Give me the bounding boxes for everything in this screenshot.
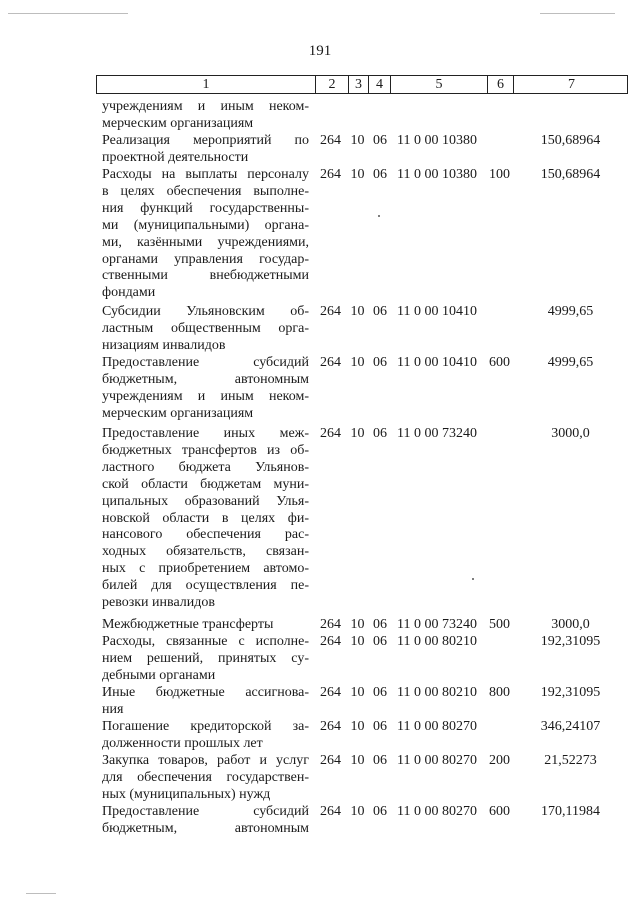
row-name [102, 304, 309, 355]
cell-c4: 06 [373, 426, 387, 441]
row-name-line: ципальных образований Улья- [102, 493, 309, 509]
cell-c3: 10 [350, 719, 365, 734]
header-col-5: 5 [390, 76, 487, 93]
cell-c5: 11 0 00 10380 [397, 167, 477, 182]
cell-c2: 264 [320, 753, 341, 768]
row-name [102, 617, 309, 634]
row-name-line: Межбюджетные трансферты [102, 617, 274, 632]
cell-c3: 10 [350, 167, 365, 182]
row-name-line: долженности прошлых лет [102, 735, 263, 751]
row-name-line: мерческим организациям [102, 405, 254, 421]
row-name-line: в целях обеспечения выполне- [102, 183, 309, 199]
cell-c7: 21,52273 [544, 753, 597, 768]
cell-c5: 11 0 00 73240 [397, 617, 477, 632]
cell-c3: 10 [350, 133, 365, 148]
table-header [96, 75, 628, 94]
cell-c2: 264 [320, 426, 341, 441]
cell-c2: 264 [320, 133, 341, 148]
cell-c5: 11 0 00 10380 [397, 133, 477, 148]
row-name-line: ластным общественным орга- [102, 320, 309, 336]
cell-c7: 3000,0 [551, 617, 590, 632]
cell-c3: 10 [350, 355, 365, 370]
cell-c3: 10 [350, 634, 365, 649]
cell-c6: 600 [489, 355, 510, 370]
row-name-line: Предоставление иных меж- [102, 426, 309, 441]
row-name-line: Расходы на выплаты персоналу [102, 167, 309, 182]
cell-c2: 264 [320, 685, 341, 700]
cell-c3: 10 [350, 804, 365, 819]
row-name-line: бюджетным, автономным [102, 371, 309, 387]
cell-c4: 06 [373, 685, 387, 700]
header-col-1: 1 [202, 77, 210, 92]
row-name-line: органами управления государ- [102, 251, 309, 267]
scan-artifact-bottom [26, 893, 56, 894]
row-name-line: мерческим организациям [102, 115, 254, 131]
cell-c2: 264 [320, 304, 341, 319]
row-name-line: ных (муниципальных) нужд [102, 786, 271, 802]
cell-c5: 11 0 00 80270 [397, 753, 477, 768]
cell-c5: 11 0 00 80210 [397, 685, 477, 700]
row-name-line: ревозки инвалидов [102, 595, 216, 611]
row-name-line: новской области в целях фи- [102, 510, 309, 526]
row-name-line: учреждениям и иным неком- [102, 388, 309, 404]
cell-c7: 192,31095 [540, 634, 601, 649]
row-name-line: нансового обеспечения рас- [102, 527, 309, 543]
row-name-line: учреждениям и иным неком- [102, 99, 309, 114]
row-name-line: ственными внебюджетными [102, 268, 309, 284]
cell-c2: 264 [320, 804, 341, 819]
scan-artifact-top [8, 13, 128, 14]
cell-c4: 06 [373, 634, 387, 649]
cell-c7: 346,24107 [540, 719, 601, 734]
row-name [102, 133, 309, 167]
cell-c7: 3000,0 [551, 426, 590, 441]
row-name-line: ластного бюджета Ульянов- [102, 459, 309, 475]
row-name-line: Расходы, связанные с исполне- [102, 634, 309, 649]
row-name [102, 719, 309, 753]
cell-c5: 11 0 00 10410 [397, 304, 477, 319]
cell-c3: 10 [350, 753, 365, 768]
cell-c6: 200 [489, 753, 510, 768]
cell-c7: 4999,65 [547, 304, 594, 319]
row-name-line: проектной деятельности [102, 149, 249, 165]
cell-c3: 10 [350, 685, 365, 700]
row-name-line: бюджетным, автономным [102, 820, 309, 836]
row-name-line: Погашение кредиторской за- [102, 719, 309, 734]
cell-c2: 264 [320, 634, 341, 649]
row-name [102, 426, 309, 612]
row-name-line: Субсидии Ульяновским об- [102, 304, 309, 319]
scan-speck [472, 578, 474, 580]
row-name-line: нием решений, принятых су- [102, 650, 309, 666]
row-name [102, 167, 309, 302]
row-name-line: ния [102, 701, 124, 717]
cell-c4: 06 [373, 167, 387, 182]
cell-c7: 150,68964 [540, 167, 601, 182]
cell-c4: 06 [373, 719, 387, 734]
row-name-line: для обеспечения государствен- [102, 769, 309, 785]
cell-c4: 06 [373, 133, 387, 148]
row-name-line: бюджетных трансфертов из об- [102, 442, 309, 458]
header-col-4: 4 [368, 76, 390, 93]
cell-c4: 06 [373, 355, 387, 370]
header-col-3: 3 [348, 76, 368, 93]
row-name-line: ния функций государственны- [102, 200, 309, 216]
row-name-line: Закупка товаров, работ и услуг [102, 753, 309, 768]
cell-c3: 10 [350, 426, 365, 441]
cell-c6: 800 [489, 685, 510, 700]
cell-c3: 10 [350, 304, 365, 319]
cell-c2: 264 [320, 355, 341, 370]
cell-c5: 11 0 00 80270 [397, 719, 477, 734]
cell-c5: 11 0 00 80270 [397, 804, 477, 819]
header-col-2: 2 [315, 76, 348, 93]
cell-c7: 4999,65 [547, 355, 594, 370]
cell-c6: 500 [489, 617, 510, 632]
cell-c7: 192,31095 [540, 685, 601, 700]
cell-c7: 150,68964 [540, 133, 601, 148]
page-number: 191 [308, 43, 332, 59]
cell-c4: 06 [373, 804, 387, 819]
row-name [102, 99, 309, 133]
scan-artifact-top-right [540, 13, 615, 14]
cell-c5: 11 0 00 73240 [397, 426, 477, 441]
header-col-7: 7 [513, 76, 629, 93]
row-name-line: низациям инвалидов [102, 337, 226, 353]
row-name-line: ми, казёнными учреждениями, [102, 234, 309, 250]
row-name [102, 685, 309, 719]
row-name-line: Реализация мероприятий по [102, 133, 309, 148]
row-name-line: ской области бюджетам муни- [102, 476, 309, 492]
row-name-line: Иные бюджетные ассигнова- [102, 685, 309, 700]
cell-c6: 100 [489, 167, 510, 182]
cell-c5: 11 0 00 80210 [397, 634, 477, 649]
row-name-line: Предоставление субсидий [102, 804, 309, 819]
row-name [102, 753, 309, 804]
row-name-line: ных с приобретением автомо- [102, 561, 309, 577]
cell-c4: 06 [373, 304, 387, 319]
row-name-line: Предоставление субсидий [102, 355, 309, 370]
scan-speck [378, 215, 380, 217]
row-name [102, 804, 309, 838]
cell-c2: 264 [320, 617, 341, 632]
cell-c2: 264 [320, 719, 341, 734]
row-name-line: ми (муниципальными) органа- [102, 217, 309, 233]
header-col-6: 6 [487, 76, 513, 93]
row-name-line: ходных обязательств, связан- [102, 544, 309, 560]
cell-c2: 264 [320, 167, 341, 182]
cell-c7: 170,11984 [541, 804, 600, 819]
row-name [102, 634, 309, 685]
cell-c4: 06 [373, 753, 387, 768]
row-name [102, 355, 309, 423]
row-name-line: фондами [102, 285, 156, 301]
row-name-line: дебными органами [102, 667, 216, 683]
cell-c4: 06 [373, 617, 387, 632]
row-name-line: билей для осуществления пе- [102, 578, 309, 594]
cell-c3: 10 [350, 617, 365, 632]
cell-c5: 11 0 00 10410 [397, 355, 477, 370]
cell-c6: 600 [489, 804, 510, 819]
